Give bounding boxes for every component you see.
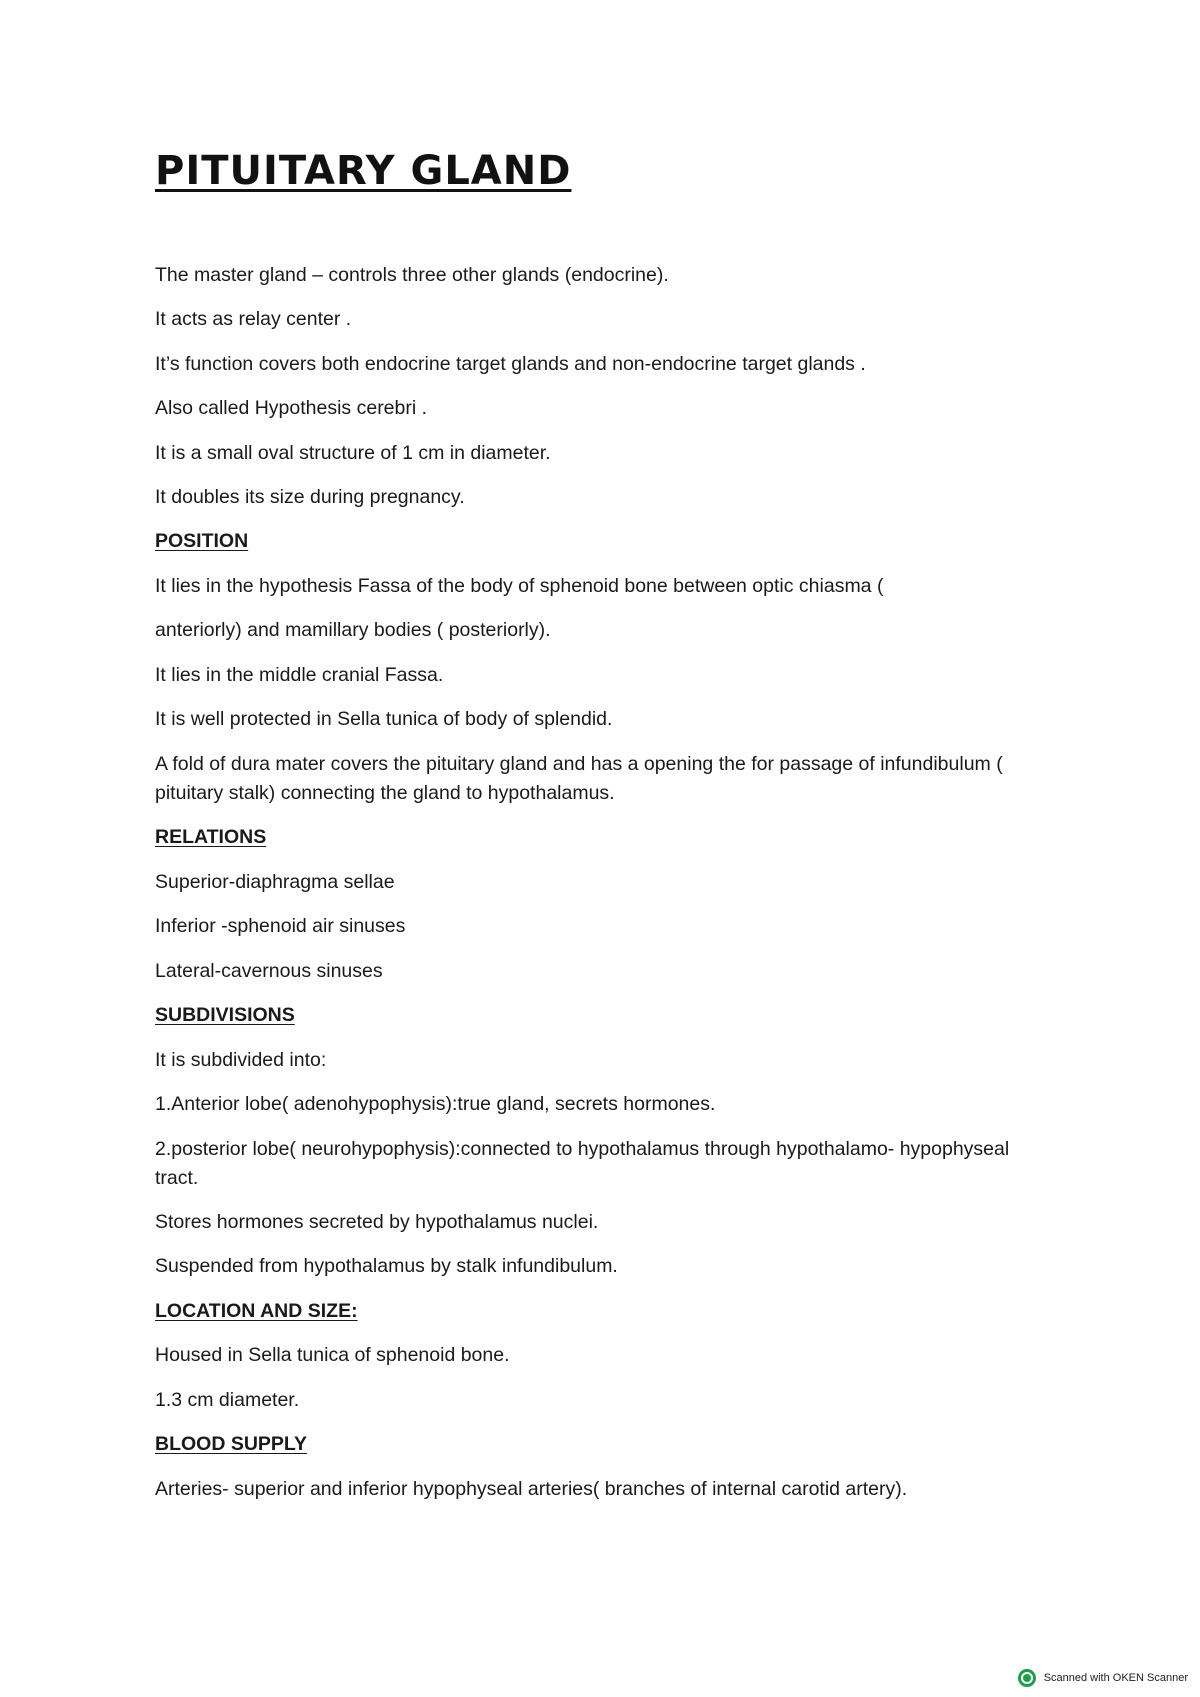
body-line: It is well protected in Sella tunica of body of splendid. bbox=[155, 708, 613, 730]
body-line: It is subdivided into: bbox=[155, 1049, 327, 1071]
body-line: Also called Hypothesis cerebri . bbox=[155, 397, 428, 419]
body-paragraph: A fold of dura mater covers the pituitary gland and has a opening the for passage of infundibulum ( pituitary stalk) connecting the gland to hypothalamus. bbox=[155, 753, 1003, 804]
watermark-text: Scanned with OKEN Scanner bbox=[1043, 1672, 1188, 1684]
body-line: Superior-diaphragma sellae bbox=[155, 871, 395, 893]
body-line: It’s function covers both endocrine target glands and non-endocrine target glands . bbox=[155, 353, 866, 375]
body-line: Housed in Sella tunica of sphenoid bone. bbox=[155, 1344, 510, 1366]
body-line: It lies in the hypothesis Fassa of the body of sphenoid bone between optic chiasma ( bbox=[155, 575, 884, 597]
section-heading-position: POSITION bbox=[155, 530, 249, 552]
body-line: The master gland – controls three other glands (endocrine). bbox=[155, 264, 669, 286]
oken-scanner-logo-icon bbox=[1018, 1669, 1036, 1687]
body-line: Arteries- superior and inferior hypophyseal arteries( branches of internal carotid artery). bbox=[155, 1478, 908, 1500]
body-line: Suspended from hypothalamus by stalk infundibulum. bbox=[155, 1255, 618, 1277]
body-line: anteriorly) and mamillary bodies ( posteriorly). bbox=[155, 619, 551, 641]
page-title: PITUITARY GLAND bbox=[155, 148, 572, 194]
section-heading-location-and-size: LOCATION AND SIZE: bbox=[155, 1300, 358, 1322]
body-line: It doubles its size during pregnancy. bbox=[155, 486, 465, 508]
body-line: Inferior -sphenoid air sinuses bbox=[155, 915, 406, 937]
body-line: Lateral-cavernous sinuses bbox=[155, 960, 383, 982]
section-heading-blood-supply: BLOOD SUPPLY bbox=[155, 1433, 308, 1455]
scanner-watermark bbox=[1018, 1669, 1188, 1687]
body-line: Stores hormones secreted by hypothalamus nuclei. bbox=[155, 1211, 599, 1233]
section-heading-subdivisions: SUBDIVISIONS bbox=[155, 1004, 295, 1026]
body-paragraph: 2.posterior lobe( neurohypophysis):connected to hypothalamus through hypothalamo- hypophyseal tract. bbox=[155, 1138, 1010, 1189]
body-line: It is a small oval structure of 1 cm in diameter. bbox=[155, 442, 551, 464]
body-line: 1.3 cm diameter. bbox=[155, 1389, 300, 1411]
body-line: It lies in the middle cranial Fassa. bbox=[155, 664, 444, 686]
body-line: It acts as relay center . bbox=[155, 308, 352, 330]
section-heading-relations: RELATIONS bbox=[155, 826, 267, 848]
body-line: 1.Anterior lobe( adenohypophysis):true gland, secrets hormones. bbox=[155, 1093, 716, 1115]
